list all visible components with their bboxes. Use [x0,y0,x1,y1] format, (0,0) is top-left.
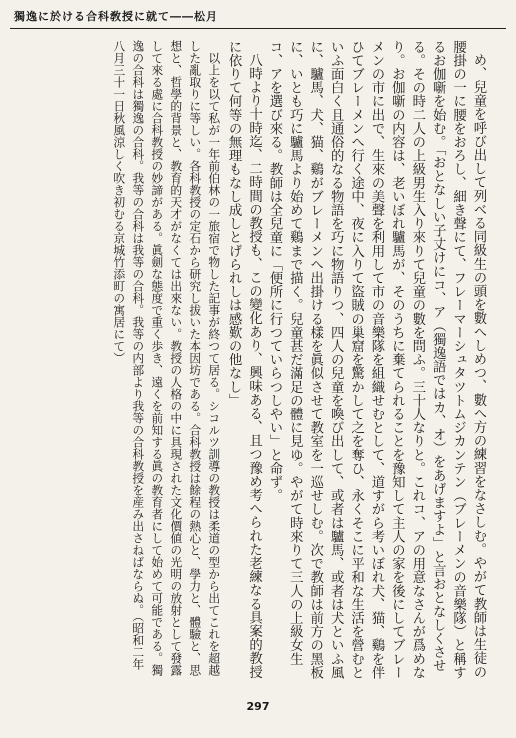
running-header: 獨逸に於ける合科敎授に就て――松月 [14,10,218,23]
paragraph-lesson-narrative: め、兒童を呼び出して列べる同級生の頭を數へしめつ、數へ方の練習をなさしむ。やがて教師は生徒の腰掛の一に腰をおろし、細き聲にて、フレーマーシュタツトムジカンテン（ブレーメンの音樂隊）と稱するお伽噺を始む。「おとなしい子丈けにコ、ア（獨逸語ではカ、オ）をあげますよ」と言おとなしくさせる。その時二人の上級男生入り來りて兒童の數を問ふ。三十人なりと。これコ、アの用意なさんが爲めなり。お伽噺の内容は、老いぼれ驢馬が、そのうちに棄てられることを豫知して主人の家を後にしてブレーメンの市に出で、生來の美聲を利用して市の音樂隊を組織せむとして、道すがら考いぼれ犬、猫、鷄を伴ひてブレーメンへ行く途中、夜に入りて盜賊の巢窟を驚かして之を奪ひ、永くそこに平和な生活を營むといふ面白く且通俗的なる物語を巧に物語りつ、四人の兒童を喚び出して、或者は驢馬、或者は犬といふ風に、驢馬、犬、猫、鷄がブレーメンへ出掛ける樣を眞似させて教室を一巡せしむ。次で教師は前方の黑板に、いとも巧に驢馬より始めて鷄まで描く。兒童甚だ滿足の體に見ゆ。やがて時來りて三人の上級女生コ、アを選び來る。教師は全兒童に「便所に行つていらつしやい」と命ず。 [266,40,486,680]
body-text [16,40,488,682]
header-rule [10,28,506,29]
paragraph-author-commentary: 以上を以て私が一年前伯林の一旅宿で物した記事が終つて居る。シコルツ訓導の教授は柔道の型から出てこれを超越した亂取りに等しい。各科教授の定石から研究し拔いた本因坊である。合科教授は餘程の熱心と、學力と、體驗と、思想と、哲學的背景と、教育的天才がなくては出來ない。教授の人格の中に具現された文化價値の光明の放射として發露して來る處に合科教授の妙諦がある。眞劍な態度で重く歩き、遠くを前知する眞の教育者にして始めて可能である。獨逸の合科は獨逸の合科。我等の合科は我等の合科。我等の内部より我等の合科教授を産み出さねばならぬ。（昭和二年八月三十一日秋風涼しく吹き初むる京城竹添町の寓居にて） [111,40,221,676]
page-number: 297 [246,700,270,713]
paragraph-quoted-conclusion: 八時より十時迄、二時間の教授も、この變化あり、興味ある、且つ豫め考へられた老練なる具案的教授に依りて何等の無理もなし成しとげられしは感歎の他なし」 [226,40,262,679]
